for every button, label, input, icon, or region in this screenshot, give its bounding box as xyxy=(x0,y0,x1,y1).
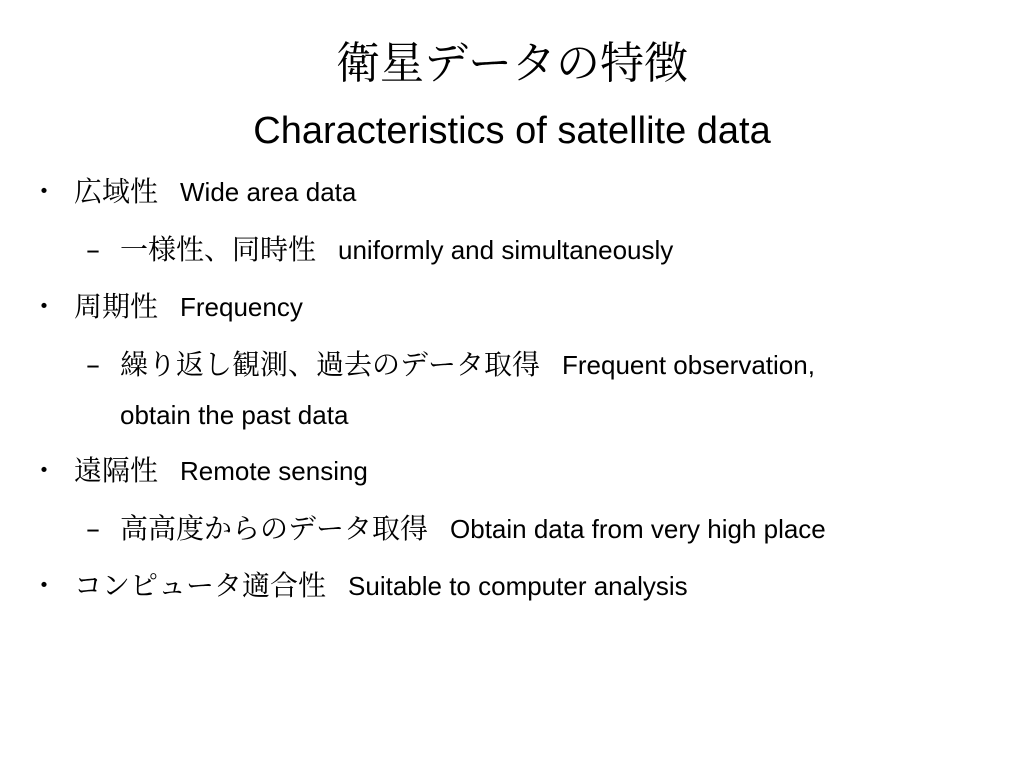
bullet-jp-text: 広域性 xyxy=(74,175,159,208)
bullet-item-frequency xyxy=(30,287,303,327)
dash-marker: – xyxy=(86,512,100,545)
dash-marker: – xyxy=(86,233,100,266)
sub-jp-text: 一様性、同時性 xyxy=(120,233,317,266)
sub-jp-text: 繰り返し観測、過去のデータ取得 xyxy=(120,348,541,381)
sub-item-high-altitude xyxy=(86,509,826,549)
sub-jp-text: 高高度からのデータ取得 xyxy=(120,512,429,545)
bullet-marker: ・ xyxy=(30,454,59,487)
bullet-item-remoteness xyxy=(30,451,368,491)
bullet-en-text: Frequency xyxy=(180,292,303,322)
sub-en-text-continuation: obtain the past data xyxy=(120,400,349,430)
bullet-item-wide-area xyxy=(30,172,356,212)
sub-en-text: Obtain data from very high place xyxy=(450,514,826,544)
bullet-marker: ・ xyxy=(30,290,59,323)
slide-title-japanese: 衛星データの特徴 xyxy=(336,38,688,89)
bullet-marker: ・ xyxy=(30,175,59,208)
sub-en-text: uniformly and simultaneously xyxy=(338,235,674,265)
bullet-jp-text: 周期性 xyxy=(74,290,159,323)
slide-title-english: Characteristics of satellite data xyxy=(253,110,771,152)
bullet-en-text: Remote sensing xyxy=(180,456,368,486)
bullet-en-text: Suitable to computer analysis xyxy=(348,571,688,601)
bullet-jp-text: 遠隔性 xyxy=(74,454,159,487)
sub-en-text: Frequent observation, xyxy=(562,350,815,380)
bullet-marker: ・ xyxy=(30,569,59,602)
sub-item-uniformity xyxy=(86,230,673,270)
bullet-jp-text: コンピュータ適合性 xyxy=(74,569,327,602)
bullet-item-computer-suitability xyxy=(30,566,688,606)
bullet-en-text: Wide area data xyxy=(180,177,357,207)
sub-item-repeat-observation xyxy=(86,345,815,385)
dash-marker: – xyxy=(86,348,100,381)
